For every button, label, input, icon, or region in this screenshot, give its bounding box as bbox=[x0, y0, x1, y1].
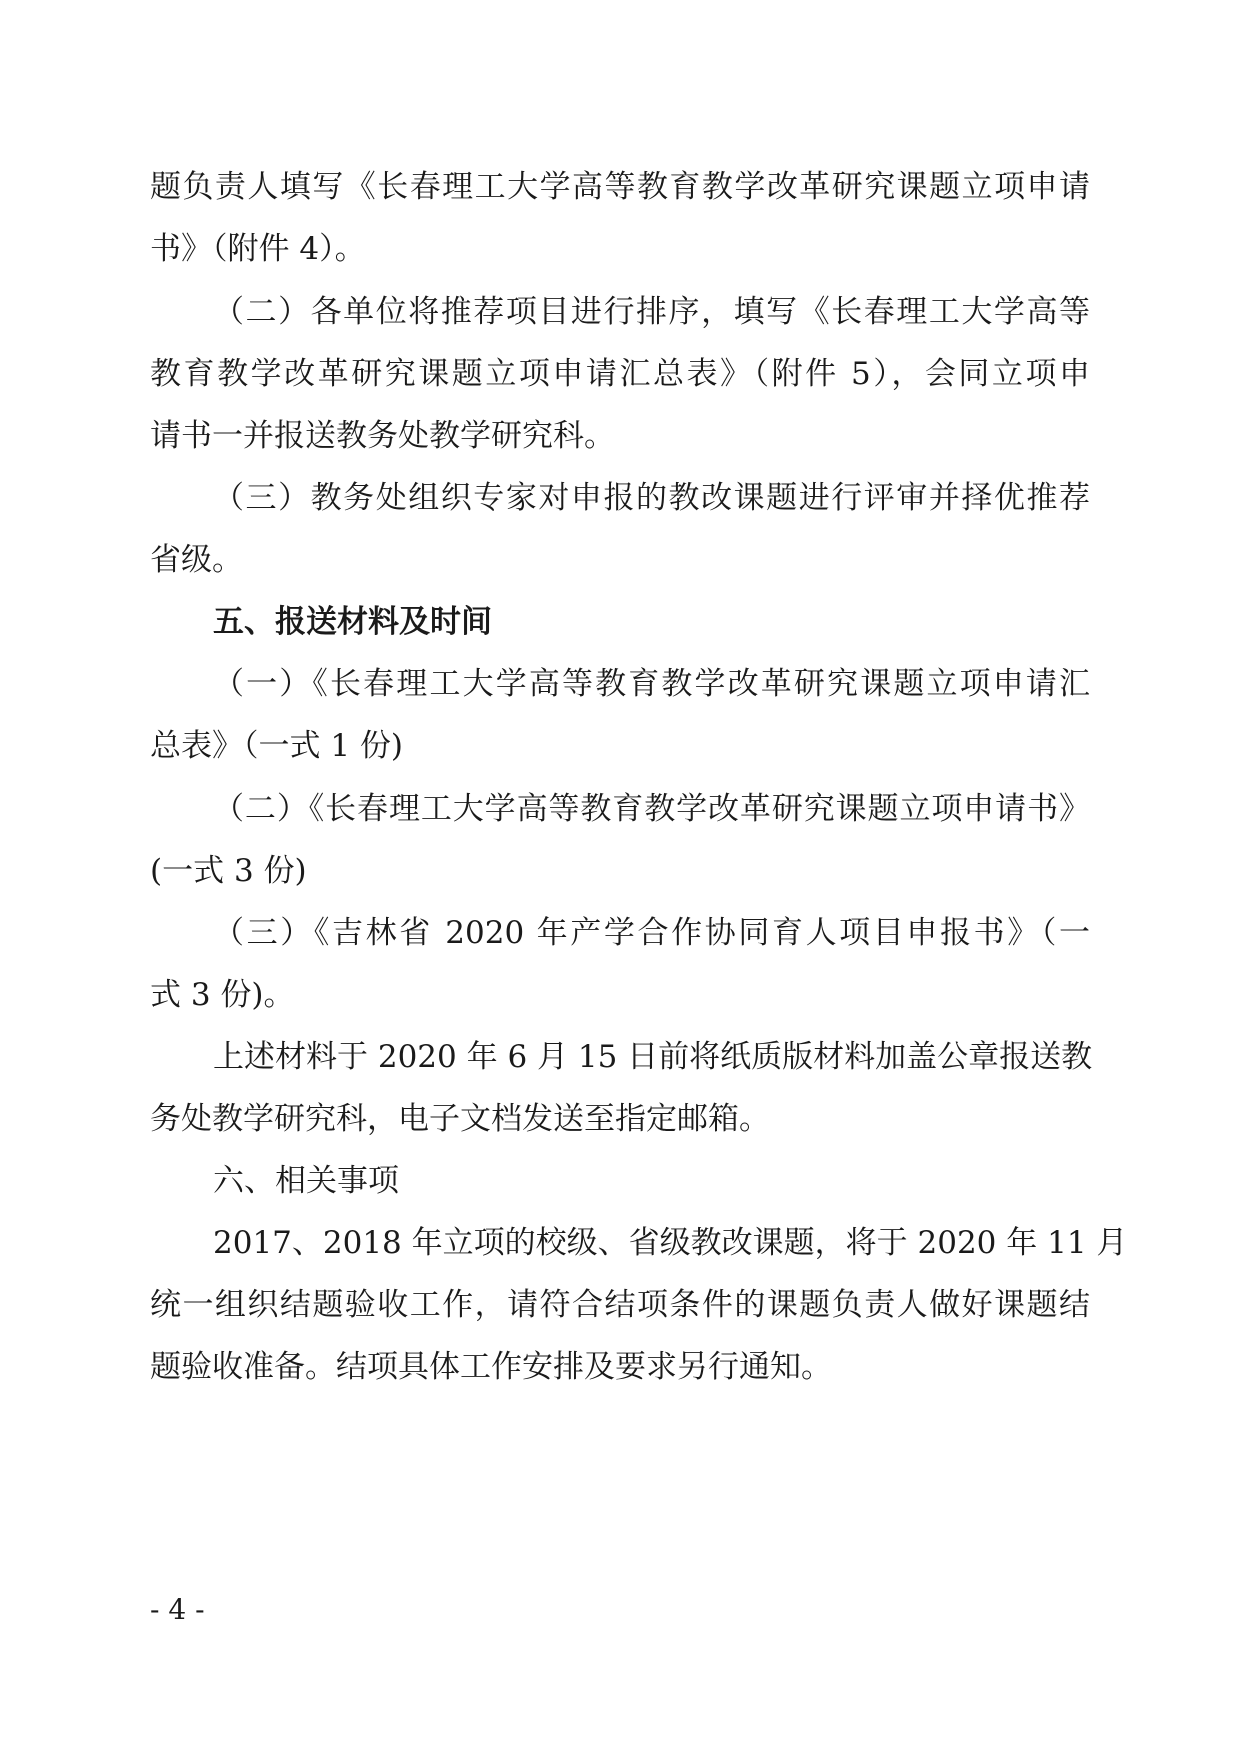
text-line: 教育教学改革研究课题立项申请汇总表》（附件 5），会同立项申 bbox=[150, 356, 1090, 392]
text-line: 书》（附件 4）。 bbox=[150, 231, 366, 267]
text-line: 总表》（一式 1 份) bbox=[150, 728, 404, 764]
text-line: 2017、2018 年立项的校级、省级教改课题，将于 2020 年 11 月 bbox=[213, 1225, 1128, 1261]
section-heading: 五、报送材料及时间 bbox=[213, 604, 492, 640]
text-line: （三）《吉林省 2020 年产学合作协同育人项目申报书》（一 bbox=[213, 915, 1090, 951]
text-line: （二）《长春理工大学高等教育教学改革研究课题立项申请书》 bbox=[213, 791, 1090, 827]
text-line: （二）各单位将推荐项目进行排序，填写《长春理工大学高等 bbox=[213, 294, 1090, 330]
text-line: （一）《长春理工大学高等教育教学改革研究课题立项申请汇 bbox=[213, 666, 1090, 702]
text-line: 题负责人填写《长春理工大学高等教育教学改革研究课题立项申请 bbox=[150, 169, 1090, 205]
text-line: 省级。 bbox=[150, 542, 243, 578]
text-line: （三）教务处组织专家对申报的教改课题进行评审并择优推荐 bbox=[213, 480, 1090, 516]
text-line: 上述材料于 2020 年 6 月 15 日前将纸质版材料加盖公章报送教 bbox=[213, 1039, 1093, 1075]
section-heading: 六、相关事项 bbox=[213, 1163, 399, 1199]
text-line: 题验收准备。结项具体工作安排及要求另行通知。 bbox=[150, 1349, 832, 1385]
text-line: 请书一并报送教务处教学研究科。 bbox=[150, 418, 615, 454]
text-line: 统一组织结题验收工作，请符合结项条件的课题负责人做好课题结 bbox=[150, 1287, 1090, 1323]
text-line: (一式 3 份) bbox=[150, 853, 307, 889]
text-line: 务处教学研究科，电子文档发送至指定邮箱。 bbox=[150, 1101, 770, 1137]
text-line: 式 3 份)。 bbox=[150, 977, 295, 1013]
page-number: - 4 - bbox=[150, 1593, 205, 1626]
